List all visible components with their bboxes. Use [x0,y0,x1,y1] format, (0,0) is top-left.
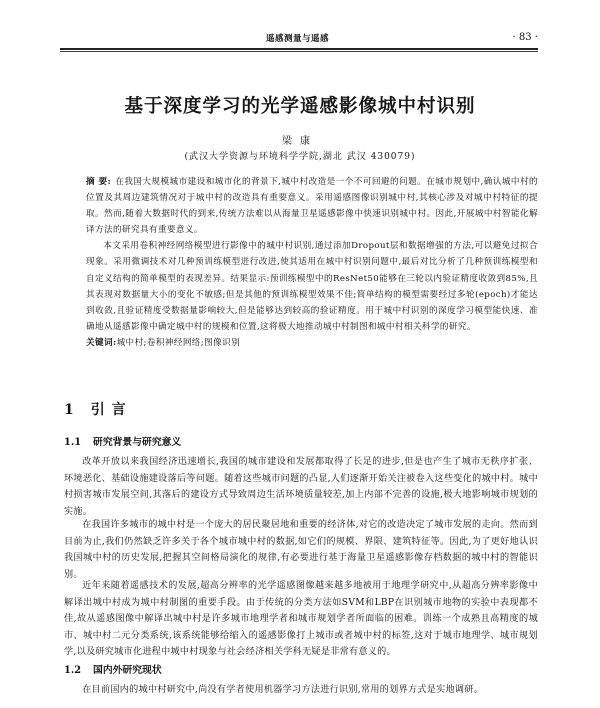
page-number: · 83 · [512,32,538,43]
abstract-paragraph-1 [86,174,538,238]
keywords-text: 城中村;卷积神经网络;图像识别 [116,337,241,348]
running-header [60,32,538,48]
body-paragraph-1: 改革开放以来我国经济迅速增长,我国的城市建设和发展都取得了长足的进步,但是也产生了城市无秩序扩张、环境恶化、基础设施建设落后等问题。随着这些城市问题的凸显,人们逐渐开始关注被卷入这些变化的城中村。城中村损害城市发展空间,其落后的建设方式导致周边生活环境质量较差,加上内部不完善的设施,极大地影响城市规划的实施。 [64,457,538,517]
section-number: 1 [64,402,75,418]
paper-title: 基于深度学习的光学遥感影像城中村识别 [124,96,476,117]
subsection-title: 国内外研究现状 [93,665,162,676]
running-title: 遥感测量与遥感 [266,34,330,44]
author: 梁康 [282,136,318,147]
body-paragraph-2: 在我国许多城市的城中村是一个庞大的居民聚居地和重要的经济体,对它的改造决定了城市发展的走向。然而到目前为止,我们仍然缺乏许多关于各个城市城中村的数据,如它们的规模、界限、建筑特征等。因此,为了更好地认识我国城中村的历史发展,把握其空间格局演化的规律,有必要进行基于海量卫星遥感影像存档数据的城中村的智能识别。 [64,520,538,580]
section-heading-introduction [64,399,127,419]
abstract [86,174,538,351]
subsection-title: 研究背景与研究意义 [93,437,182,448]
keywords-label: 关键词: [86,337,117,348]
abstract-paragraph-2: 本文采用卷积神经网络模型进行影像中的城中村识别,通过添加Dropout层和数据增强的方法,可以避免过拟合现象。采用微调技术对几种预训练模型进行改进,使其适用在城中村识别问题中,最后对比分析了几种预训练模型和自定义结构的简单模型的表现差异。结果显示:预训练模型中的ResNet50能够在三轮以内验证精度收敛到85%,且其表现对数据量大小的变化不敏感;但是其他的预训练模型效果不佳;简单结构的模型需要经过多轮(epoch)才能达到收敛,且验证精度受数据量影响较大,但是能够达到较高的验证精度。用于城中村识别的深度学习模型能快速、准确地从遥感影像中确定城中村的规模和位置,这将极大地推动城中村制图和城中村相关科学的研究。 [86,241,538,332]
header-rule-thin [60,51,538,52]
subsection-heading-background [64,434,181,448]
header-rule [60,48,538,50]
abstract-label: 摘 要: [86,177,112,187]
keywords [86,335,538,351]
subsection-heading-related-work [64,662,162,676]
abstract-text-1: 在我国大规模城市建设和城市化的背景下,城中村改造是一个不可回避的问题。在城市规划中,确认城中村的位置及其周边建筑情况对于城中村的改造具有重要意义。采用遥感图像识别城中村,其核心涉及对城中村特征的提取。然而,随着大数据时代的到来,传统方法难以从海量卫星遥感影像中快速识别城中村。因此,开展城中村智能化解译方法的研究具有重要意义。 [86,177,539,236]
subsection-number: 1.1 [64,437,82,448]
section-title: 引 言 [90,402,127,418]
subsection-number: 1.2 [64,665,82,676]
body-paragraph-4: 在目前国内的城中村研究中,尚没有学者使用机器学习方法进行识别,常用的划界方式是实地调研。 [82,685,484,695]
body-paragraph-3: 近年来随着遥感技术的发展,超高分辨率的光学遥感图像越来越多地被用于地理学研究中,从超高分辨率影像中解译出城中村成为城中村制图的重要手段。由于传统的分类方法如SVM和LBP在识别城市地物的实验中表现都不佳,故从遥感图像中解译出城中村是许多城市地理学者和城市规划学者所面临的困难。训练一个成熟且高精度的城市、城中村二元分类系统,该系统能够给缩入的遥感影像打上城市或者城中村的标签,这对于城市地理学、城市规划学,以及研究城市化进程中城中村现象与社会经济相关学科无疑是非常有意义的。 [64,581,538,657]
affiliation: (武汉大学资源与环境科学学院,湖北 武汉 430079) [184,152,416,162]
